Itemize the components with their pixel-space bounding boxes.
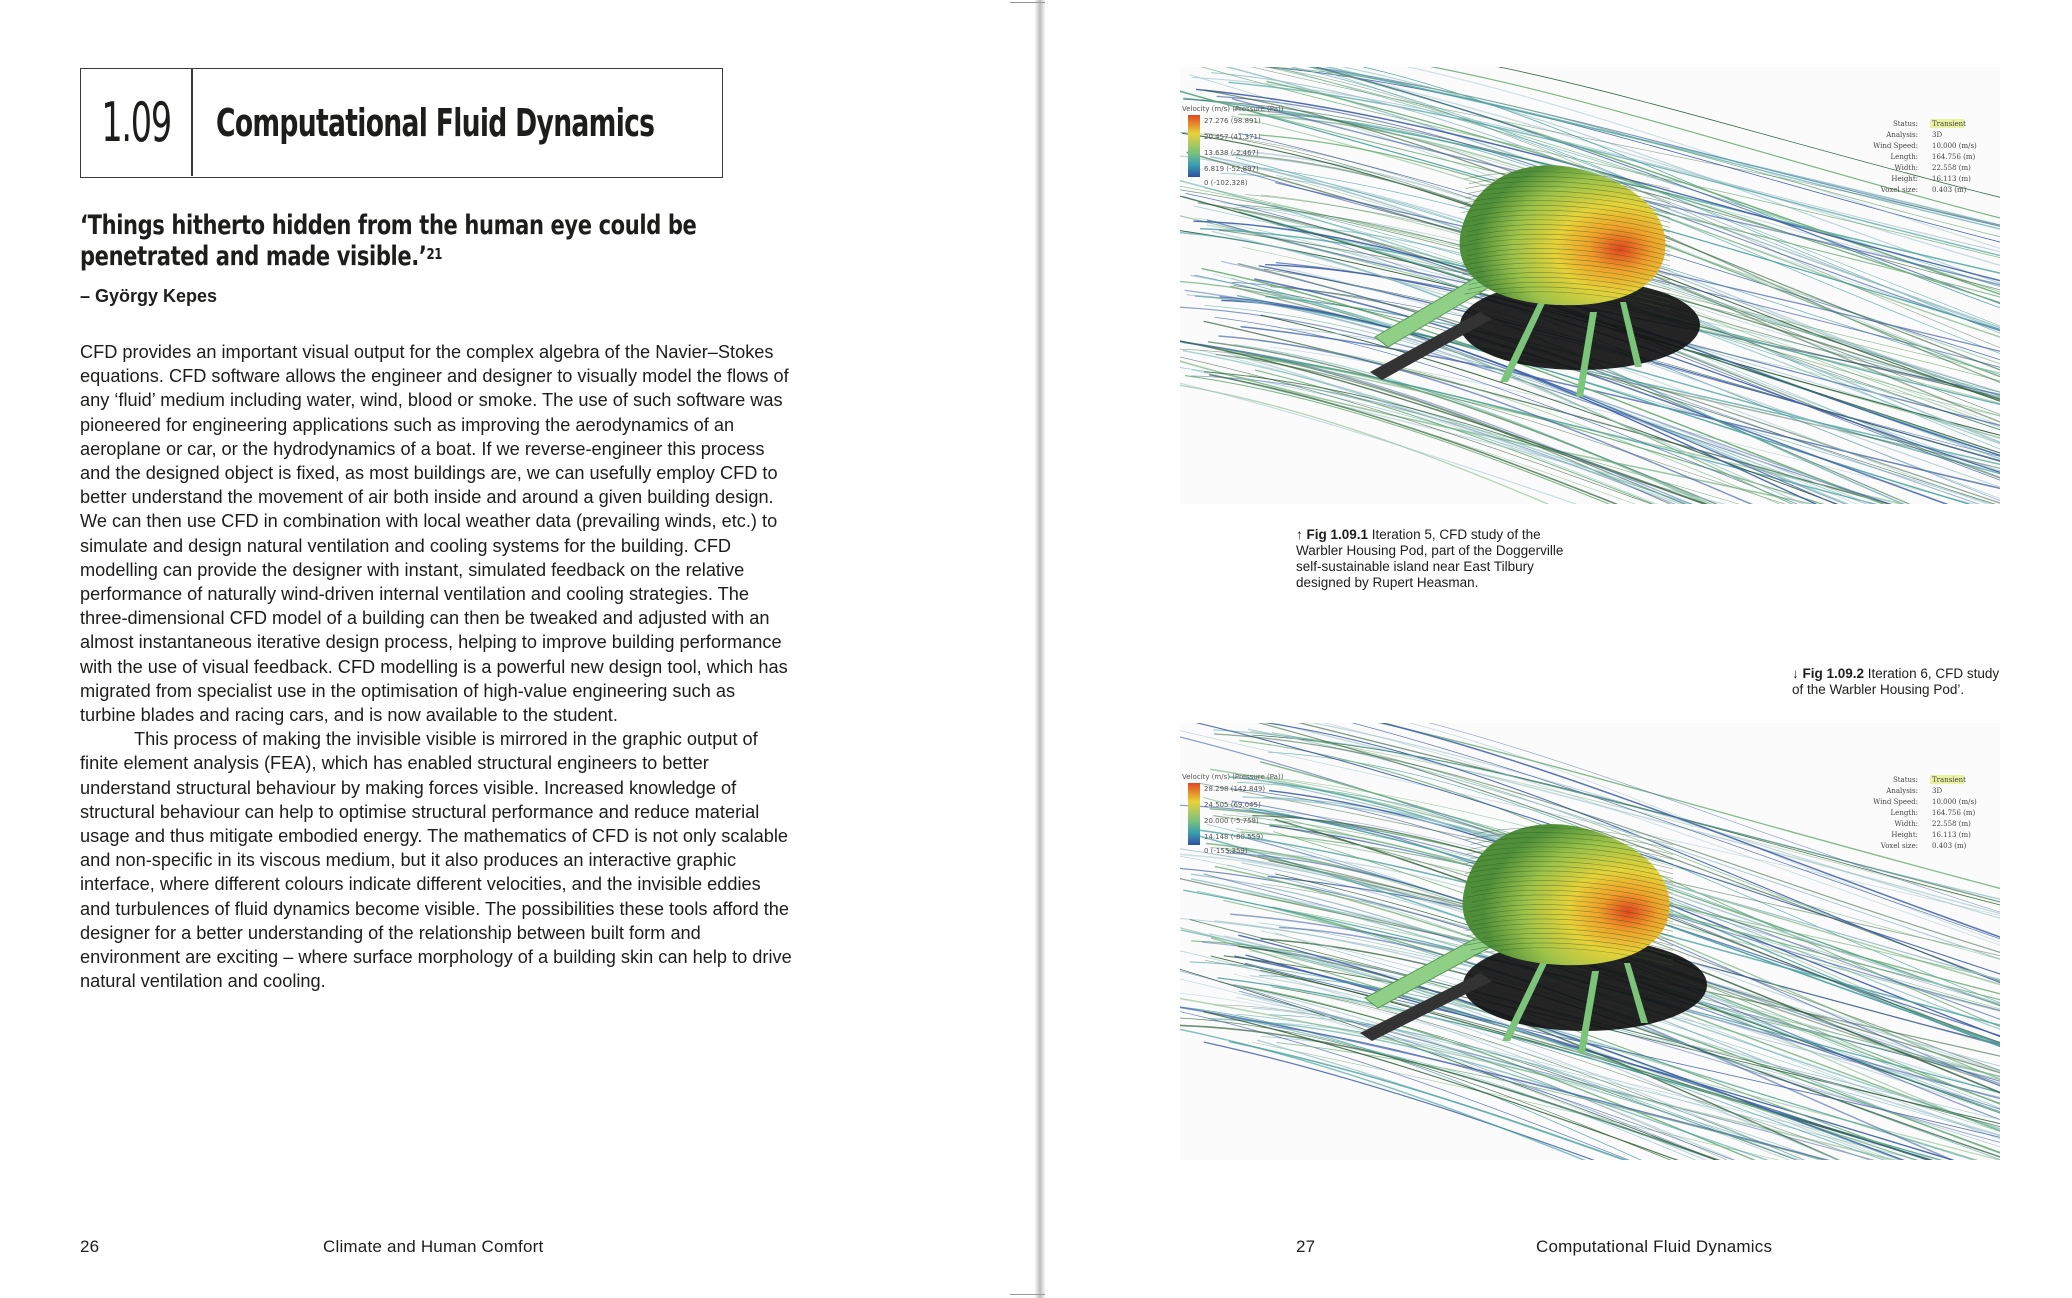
figure-1-cfd-render bbox=[1180, 67, 2000, 504]
chapter-header-box bbox=[80, 68, 723, 178]
caption-text: Iteration 6, CFD study of the Warbler Housing Pod’. bbox=[1792, 666, 2000, 697]
info-label: Voxel size: bbox=[1880, 842, 1918, 850]
legend-value: 0 (-155.359) bbox=[1204, 847, 1248, 855]
legend-value: 13.638 (-2.467) bbox=[1204, 149, 1259, 157]
info-label: Length: bbox=[1890, 809, 1918, 817]
info-value: Transient bbox=[1932, 120, 1966, 128]
info-value: 0.403 (m) bbox=[1932, 842, 1967, 850]
info-label: Length: bbox=[1890, 153, 1918, 161]
legend-title: Velocity (m/s) (Pressure (Pa)) bbox=[1182, 105, 1284, 113]
info-label: Status: bbox=[1892, 776, 1918, 784]
info-label: Analysis: bbox=[1886, 787, 1918, 795]
info-value: 16.113 (m) bbox=[1932, 175, 1971, 183]
legend-value: 6.819 (-52.897) bbox=[1204, 165, 1259, 173]
legend-value: 20.000 (-5.759) bbox=[1204, 817, 1259, 825]
info-label: Wind Speed: bbox=[1873, 142, 1918, 150]
book-gutter bbox=[1035, 0, 1045, 1298]
info-value: 0.403 (m) bbox=[1932, 186, 1967, 194]
chapter-number: 1.09 bbox=[101, 91, 171, 154]
caption-label: ↓ Fig 1.09.2 bbox=[1792, 666, 1865, 681]
page-number-right: 27 bbox=[1296, 1237, 1316, 1256]
legend-value: 27.276 (98.891) bbox=[1204, 117, 1261, 125]
legend-value: 20.457 (41.371) bbox=[1204, 133, 1261, 141]
paragraph-2: This process of making the invisible visible is mirrored in the graphic output of finite element analysis (FEA), which has enabled structural engineers to better understand structural behaviour by making forces visible. Increased knowledge of structural behaviour can help to optimise structural performance and reduce material usage and thus mitigate embodied energy. The mathematics of CFD is not only scalable and non-specific in its viscous medium, but it also produces an interactive graphic interface, where different colours indicate different velocities, and the invisible eddies and turbulences of fluid dynamics become visible. The possibilities these tools afford the designer for a better understanding of the relationship between built form and environment are exciting – where surface morphology of a building skin can help to drive natural ventilation and cooling. bbox=[80, 729, 792, 992]
simulation-info-panel bbox=[1873, 776, 1977, 850]
info-value: Transient bbox=[1932, 776, 1966, 784]
info-value: 164.756 (m) bbox=[1932, 153, 1976, 161]
running-head-right: Computational Fluid Dynamics bbox=[1536, 1237, 1773, 1256]
simulation-info-panel bbox=[1873, 120, 1977, 194]
left-page bbox=[0, 0, 1035, 1298]
epigraph-quote bbox=[80, 210, 766, 272]
figure-2-cfd-render bbox=[1180, 723, 2000, 1160]
body-text bbox=[80, 340, 792, 993]
info-label: Wind Speed: bbox=[1873, 798, 1918, 806]
info-label: Analysis: bbox=[1886, 131, 1918, 139]
info-label: Voxel size: bbox=[1880, 186, 1918, 194]
quote-footnote-ref: 21 bbox=[426, 245, 442, 263]
chapter-divider bbox=[191, 69, 193, 176]
info-value: 3D bbox=[1932, 787, 1943, 795]
paragraph-1: CFD provides an important visual output for the complex algebra of the Navier–Stokes equations. CFD software allows the engineer and designer to visually model the flows of any ‘fluid’ medium including water, wind, blood or smoke. The use of such software was pioneered for engineering applications such as improving the aerodynamics of an aeroplane or car, or the hydrodynamics of a boat. If we reverse-engineer this process and the designed object is fixed, as most buildings are, we can usefully employ CFD to better understand the movement of air both inside and around a given building design. We can then use CFD in combination with local weather data (prevailing winds, etc.) to simulate and design natural ventilation and cooling systems for the building. CFD modelling can provide the designer with instant, simulated feedback on the relative performance of naturally wind-driven internal ventilation and cooling strategies. The three-dimensional CFD model of a building can then be tweaked and adjusted with an almost instantaneous iterative design process, helping to improve building performance with the use of visual feedback. CFD modelling is a powerful new design tool, which has migrated from specialist use in the optimisation of high-value engineering such as turbine blades and racing cars, and is now available to the student. bbox=[80, 342, 789, 726]
info-value: 16.113 (m) bbox=[1932, 831, 1971, 839]
page-number-left: 26 bbox=[80, 1237, 100, 1256]
info-value: 10.000 (m/s) bbox=[1932, 798, 1977, 806]
info-value: 22.558 (m) bbox=[1932, 164, 1971, 172]
legend-value: 28.298 (142.849) bbox=[1204, 785, 1266, 793]
legend-title: Velocity (m/s) (Pressure (Pa)) bbox=[1182, 773, 1284, 781]
cfd-image-2 bbox=[1180, 723, 2000, 1160]
info-value: 3D bbox=[1932, 131, 1943, 139]
chapter-number-cell bbox=[81, 69, 191, 176]
streamline bbox=[1236, 1014, 2000, 1160]
caption-text: Iteration 5, CFD study of the Warbler Housing Pod, part of the Doggerville self-sustainable island near East Tilbury designed by Rupert Heasman. bbox=[1296, 527, 1564, 590]
caption-label: ↑ Fig 1.09.1 bbox=[1296, 527, 1369, 542]
info-value: 10.000 (m/s) bbox=[1932, 142, 1977, 150]
running-head-left: Climate and Human Comfort bbox=[323, 1237, 544, 1256]
chapter-title: Computational Fluid Dynamics bbox=[216, 100, 655, 145]
figure-2-caption bbox=[1792, 666, 2012, 698]
quote-attribution: – György Kepes bbox=[80, 286, 218, 306]
info-label: Width: bbox=[1894, 820, 1918, 828]
quote-text: ‘Things hitherto hidden from the human eye could be penetrated and made visible.’ bbox=[80, 210, 697, 272]
velocity-legend-bar bbox=[1188, 115, 1200, 177]
legend-value: 0 (-102.328) bbox=[1204, 179, 1248, 187]
info-value: 22.558 (m) bbox=[1932, 820, 1971, 828]
figure-1-caption bbox=[1296, 527, 1566, 591]
info-label: Width: bbox=[1894, 164, 1918, 172]
cfd-image-1 bbox=[1180, 67, 2000, 504]
info-label: Status: bbox=[1892, 120, 1918, 128]
info-label: Height: bbox=[1891, 831, 1918, 839]
velocity-legend-bar bbox=[1188, 783, 1200, 845]
info-label: Height: bbox=[1891, 175, 1918, 183]
legend-value: 14.148 (-80.559) bbox=[1204, 833, 1264, 841]
legend-value: 24.505 (69.045) bbox=[1204, 801, 1261, 809]
info-value: 164.756 (m) bbox=[1932, 809, 1976, 817]
